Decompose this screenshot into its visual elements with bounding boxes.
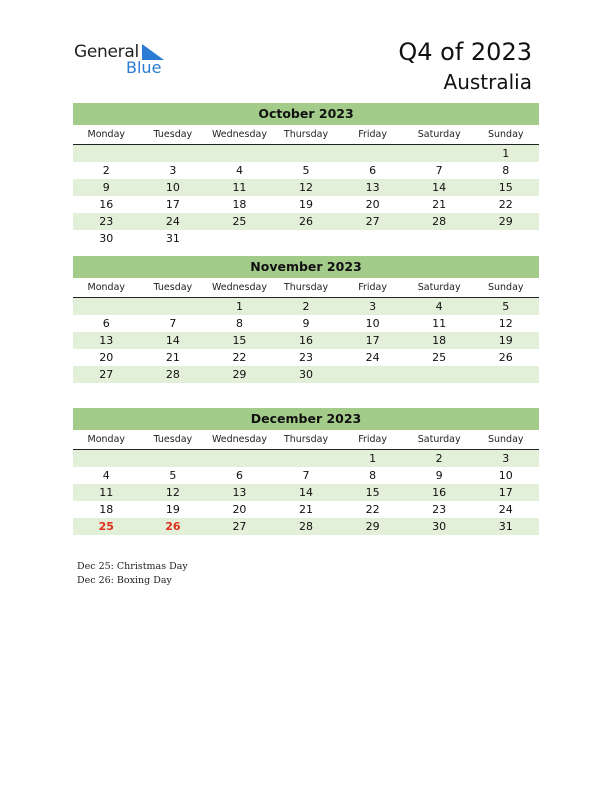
week-row	[73, 230, 539, 247]
day-cell: 13	[365, 181, 380, 194]
page-subtitle: Australia	[443, 70, 532, 94]
day-cell: 17	[365, 334, 380, 347]
week-row	[73, 162, 539, 179]
empty-day-cell	[339, 230, 406, 247]
week-row	[73, 315, 539, 332]
day-cell: 24	[365, 351, 380, 364]
day-cell: 21	[165, 351, 180, 364]
day-cell: 15	[498, 181, 513, 194]
month-december	[73, 408, 539, 535]
day-cell: 12	[498, 317, 513, 330]
holiday-note: Dec 25: Christmas Day	[77, 561, 188, 572]
day-cell: 25	[98, 520, 114, 533]
day-cell: 25	[232, 215, 247, 228]
day-cell: 28	[432, 215, 447, 228]
empty-day-cell	[140, 450, 207, 467]
day-cell: 7	[435, 164, 443, 177]
day-cell: 5	[502, 300, 510, 313]
day-cell: 9	[435, 469, 443, 482]
day-cell: 7	[169, 317, 177, 330]
day-cell: 1	[235, 300, 243, 313]
weekday-label: Friday	[358, 129, 387, 140]
month-header: November 2023	[73, 256, 539, 278]
day-cell: 23	[99, 215, 114, 228]
weekday-label: Wednesday	[211, 282, 267, 293]
empty-day-cell	[406, 145, 473, 162]
week-row	[73, 501, 539, 518]
day-cell: 2	[102, 164, 110, 177]
day-cell: 3	[169, 164, 177, 177]
week-row	[73, 366, 539, 383]
weekday-label: Sunday	[487, 434, 524, 445]
empty-day-cell	[73, 450, 140, 467]
week-row	[73, 450, 539, 467]
day-cell: 26	[299, 215, 314, 228]
day-cell: 22	[498, 198, 513, 211]
day-cell: 6	[102, 317, 110, 330]
empty-day-cell	[406, 366, 473, 383]
empty-day-cell	[206, 145, 273, 162]
day-cell: 10	[165, 181, 180, 194]
day-cell: 14	[432, 181, 447, 194]
week-row	[73, 213, 539, 230]
day-cell: 20	[365, 198, 380, 211]
logo-general-text: General	[74, 42, 139, 62]
empty-day-cell	[140, 298, 207, 315]
day-cell: 21	[299, 503, 314, 516]
day-cell: 26	[498, 351, 513, 364]
weekday-label: Monday	[87, 434, 126, 445]
day-cell: 10	[365, 317, 380, 330]
day-cell: 18	[232, 198, 247, 211]
day-cell: 24	[498, 503, 513, 516]
weekday-label: Thursday	[283, 434, 329, 445]
day-cell: 8	[502, 164, 510, 177]
day-cell: 14	[165, 334, 180, 347]
day-cell: 8	[235, 317, 243, 330]
day-cell: 24	[165, 215, 180, 228]
day-cell: 29	[498, 215, 513, 228]
day-cell: 20	[99, 351, 114, 364]
day-cell: 4	[235, 164, 243, 177]
day-cell: 25	[432, 351, 447, 364]
weekday-label: Saturday	[417, 282, 461, 293]
week-row	[73, 467, 539, 484]
day-cell: 27	[232, 520, 247, 533]
day-cell: 10	[498, 469, 513, 482]
empty-day-cell	[339, 145, 406, 162]
day-cell: 28	[165, 368, 180, 381]
day-cell: 16	[432, 486, 447, 499]
weekday-label: Wednesday	[211, 129, 267, 140]
day-cell: 4	[435, 300, 443, 313]
day-cell: 12	[299, 181, 314, 194]
weekday-label: Tuesday	[153, 129, 193, 140]
day-cell: 8	[369, 469, 377, 482]
day-cell: 13	[232, 486, 247, 499]
day-cell: 22	[365, 503, 380, 516]
day-cell: 30	[432, 520, 447, 533]
empty-day-cell	[73, 298, 140, 315]
empty-day-cell	[273, 230, 340, 247]
empty-day-cell	[206, 450, 273, 467]
day-cell: 3	[502, 452, 510, 465]
day-cell: 9	[102, 181, 110, 194]
day-cell: 16	[99, 198, 114, 211]
weekday-label: Saturday	[417, 434, 461, 445]
month-header: December 2023	[73, 408, 539, 430]
week-row	[73, 332, 539, 349]
week-row	[73, 349, 539, 366]
week-row	[73, 145, 539, 162]
day-cell: 31	[498, 520, 513, 533]
day-cell: 29	[232, 368, 247, 381]
day-cell: 23	[432, 503, 447, 516]
day-cell: 18	[99, 503, 114, 516]
day-cell: 2	[435, 452, 443, 465]
weekday-label: Wednesday	[211, 434, 267, 445]
weekday-label: Tuesday	[153, 282, 193, 293]
day-cell: 28	[299, 520, 314, 533]
day-cell: 19	[498, 334, 513, 347]
day-cell: 31	[165, 232, 180, 245]
week-row	[73, 484, 539, 501]
weekday-label: Thursday	[283, 282, 329, 293]
weekday-label: Thursday	[283, 129, 329, 140]
day-cell: 30	[299, 368, 314, 381]
holiday-notes	[77, 560, 188, 588]
empty-day-cell	[273, 450, 340, 467]
logo	[74, 42, 174, 78]
day-cell: 6	[235, 469, 243, 482]
day-cell: 11	[432, 317, 447, 330]
day-cell: 17	[498, 486, 513, 499]
weekday-label: Friday	[358, 282, 387, 293]
day-cell: 11	[232, 181, 247, 194]
month-october	[73, 103, 539, 247]
day-cell: 9	[302, 317, 310, 330]
month-header: October 2023	[73, 103, 539, 125]
day-cell: 16	[299, 334, 314, 347]
day-cell: 13	[99, 334, 114, 347]
day-cell: 15	[365, 486, 380, 499]
day-cell: 1	[369, 452, 377, 465]
week-row	[73, 298, 539, 315]
day-cell: 3	[369, 300, 377, 313]
day-cell: 1	[502, 147, 510, 160]
empty-day-cell	[339, 366, 406, 383]
weekday-header-row	[73, 126, 539, 145]
day-cell: 27	[365, 215, 380, 228]
day-cell: 20	[232, 503, 247, 516]
week-row	[73, 518, 539, 535]
week-row	[73, 179, 539, 196]
week-row	[73, 196, 539, 213]
empty-day-cell	[140, 145, 207, 162]
empty-day-cell	[206, 230, 273, 247]
day-cell: 19	[165, 503, 180, 516]
weekday-label: Monday	[87, 282, 126, 293]
day-cell: 6	[369, 164, 377, 177]
weekday-header-row	[73, 279, 539, 298]
day-cell: 5	[302, 164, 310, 177]
day-cell: 4	[102, 469, 110, 482]
day-cell: 27	[99, 368, 114, 381]
day-cell: 21	[432, 198, 447, 211]
weekday-header-row	[73, 431, 539, 450]
empty-day-cell	[273, 145, 340, 162]
weekday-label: Sunday	[487, 282, 524, 293]
empty-day-cell	[406, 230, 473, 247]
day-cell: 22	[232, 351, 247, 364]
weekday-label: Tuesday	[153, 434, 193, 445]
day-cell: 11	[99, 486, 114, 499]
weekday-label: Friday	[358, 434, 387, 445]
day-cell: 17	[165, 198, 180, 211]
day-cell: 23	[299, 351, 314, 364]
day-cell: 18	[432, 334, 447, 347]
day-cell: 2	[302, 300, 310, 313]
weekday-label: Monday	[87, 129, 126, 140]
holiday-note: Dec 26: Boxing Day	[77, 575, 172, 586]
logo-blue-text: Blue	[126, 58, 162, 77]
day-cell: 5	[169, 469, 177, 482]
day-cell: 12	[165, 486, 180, 499]
empty-day-cell	[472, 366, 539, 383]
day-cell: 14	[299, 486, 314, 499]
empty-day-cell	[472, 230, 539, 247]
day-cell: 19	[299, 198, 314, 211]
month-november	[73, 256, 539, 383]
day-cell: 30	[99, 232, 114, 245]
day-cell: 26	[165, 520, 181, 533]
empty-day-cell	[73, 145, 140, 162]
page-title: Q4 of 2023	[398, 38, 532, 66]
day-cell: 7	[302, 469, 310, 482]
day-cell: 15	[232, 334, 247, 347]
day-cell: 29	[365, 520, 380, 533]
weekday-label: Sunday	[487, 129, 524, 140]
weekday-label: Saturday	[417, 129, 461, 140]
